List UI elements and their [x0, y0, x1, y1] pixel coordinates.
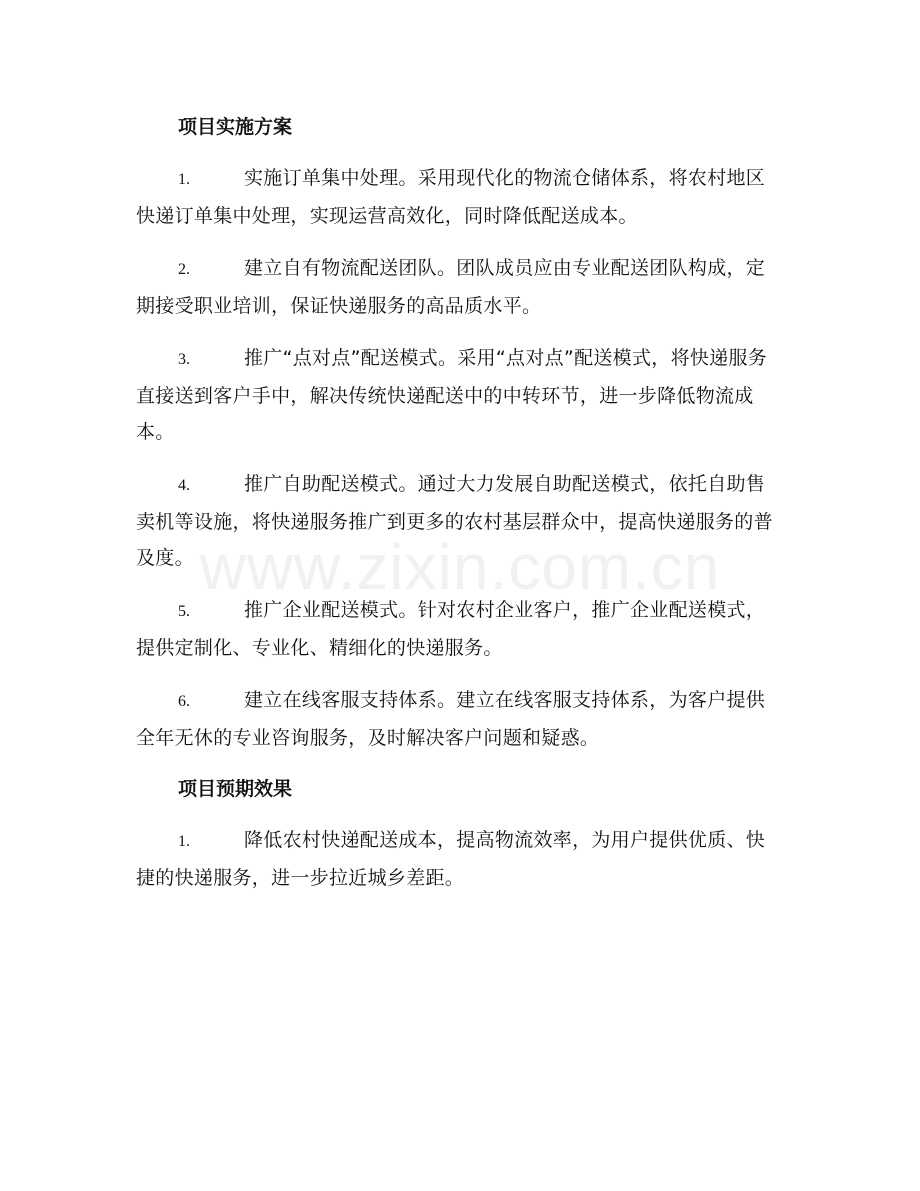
- watermark: www.zixin.com.cn: [199, 531, 721, 603]
- list-item-text: 推广“点对点”配送模式。采用“点对点”配送模式，将快递服务直接送到客户手中，解决传统快递配送中的中转环节，进一步降低物流成本。: [136, 347, 768, 443]
- list-item: [136, 250, 776, 324]
- list-item-text: 推广自助配送模式。通过大力发展自助配送模式，依托自助售卖机等设施，将快递服务推广到更多的农村基层群众中，提高快递服务的普及度。: [136, 473, 773, 569]
- list-item: [136, 682, 776, 756]
- list-item-text: 建立在线客服支持体系。建立在线客服支持体系，为客户提供全年无休的专业咨询服务，及时解决客户问题和疑惑。: [136, 689, 766, 749]
- list-item-number: 2.: [178, 261, 190, 278]
- section-heading-implementation: 项目实施方案: [178, 116, 293, 138]
- list-item-number: 4.: [178, 477, 190, 494]
- list-item-text: 实施订单集中处理。采用现代化的物流仓储体系，将农村地区快递订单集中处理，实现运营高效化，同时降低配送成本。: [136, 167, 766, 227]
- list-item-number: 6.: [178, 693, 190, 710]
- list-item: [136, 160, 776, 234]
- list-item-text: 建立自有物流配送团队。团队成员应由专业配送团队构成，定期接受职业培训，保证快递服务的高品质水平。: [136, 257, 766, 317]
- list-item: [136, 466, 776, 576]
- list-item-text: 推广企业配送模式。针对农村企业客户，推广企业配送模式，提供定制化、专业化、精细化的快递服务。: [136, 599, 766, 659]
- list-item-number: 1.: [178, 171, 190, 188]
- section-heading-expected-results: 项目预期效果: [178, 778, 293, 800]
- list-item: [136, 592, 776, 666]
- list-item-number: 5.: [178, 603, 190, 620]
- list-item-number: 3.: [178, 351, 190, 368]
- document-content: [136, 110, 776, 912]
- list-item: [136, 822, 776, 896]
- list-item-text: 降低农村快递配送成本，提高物流效率，为用户提供优质、快捷的快递服务，进一步拉近城乡差距。: [136, 829, 766, 889]
- list-item: [136, 340, 776, 450]
- list-item-number: 1.: [178, 833, 190, 850]
